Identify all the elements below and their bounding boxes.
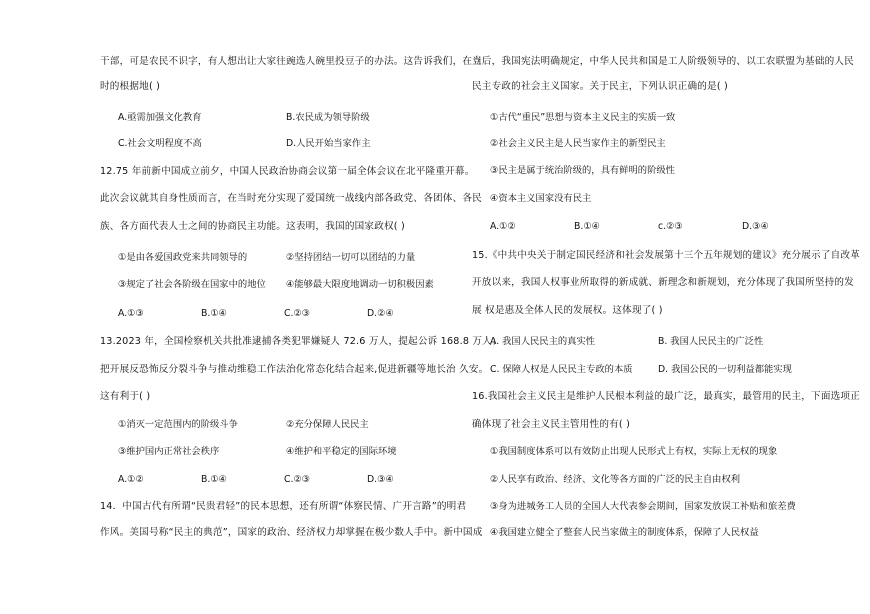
statement-item: ④维护和平稳定的国际环境 [286, 446, 397, 457]
question-12-line: 族、各方面代表人士之间的协商民主功能。这表明，我国的国家政权( ) [100, 221, 405, 232]
option-d[interactable]: D.③④ [742, 221, 769, 232]
option-a[interactable]: A.①② [118, 474, 144, 485]
option-row [118, 308, 458, 320]
statement-item: ①古代“重民”思想与资本主义民主的实质一致 [490, 112, 676, 123]
option-row [490, 221, 830, 233]
statement-row [118, 419, 458, 431]
statement-item: ③民主是属于统治阶级的，具有鲜明的阶级性 [490, 165, 675, 176]
option-a[interactable]: A.①③ [118, 308, 144, 319]
question-12-line: 此次会议就其自身性质而言，在当时充分实现了爱国统一战线内部各政党、各团体、各民 [100, 193, 482, 204]
statement-item: ①是由各爱国政党来共同领导的 [118, 252, 248, 263]
statement-item: ②社会主义民主是人民当家作主的新型民主 [490, 138, 666, 149]
statement-row [118, 446, 458, 458]
option-d[interactable]: D. 我国公民的一切利益都能实现 [658, 364, 792, 375]
question-16-line: 确体现了社会主义民主管用性的有( ) [472, 419, 631, 430]
statement-item: ②人民享有政治、经济、文化等各方面的广泛的民主自由权利 [490, 474, 741, 485]
option-row [118, 138, 458, 150]
text-line: 干部，可是农民不识字，有人想出让大家往豌选人碗里投豆子的办法。这告诉我们，在当 [100, 56, 482, 67]
question-15-line: 15.《中共中央关于制定国民经济和社会发展第十三个五年规划的建议》充分展示了自改革 [472, 250, 861, 261]
option-row [490, 364, 830, 376]
statement-item: ③身为进城务工人员的全国人大代表参会期间，国家发放误工补贴和旅差费 [490, 501, 796, 512]
option-row [118, 474, 458, 486]
statement-row [118, 252, 458, 264]
option-d[interactable]: D.②④ [367, 308, 394, 319]
question-14-line: 民主专政的社会主义国家。关于民主，下列认识正确的是( ) [472, 81, 728, 92]
question-15-line: 展 权是惠及全体人民的发展权。这体现了( ) [472, 305, 663, 316]
option-d[interactable]: D.③④ [367, 474, 394, 485]
question-13-line: 这有利于( ) [100, 391, 151, 402]
statement-item: ①消灭一定范围内的阶级斗争 [118, 419, 238, 430]
option-d[interactable]: D.人民开始当家作主 [286, 138, 371, 149]
question-13-line: 把开展反恐怖反分裂斗争与推动维稳工作法治化常态化结合起来,促进新疆等地长治 久安。 [100, 364, 489, 375]
option-b[interactable]: B.①④ [201, 308, 228, 319]
question-13-line: 13.2023 年，全国检察机关共批准逮捕各类犯罪嫌疑人 72.6 万人，提起公诉 168.8 万人； [100, 336, 502, 347]
text-line: 时的根据地( ) [100, 81, 161, 92]
statement-item: ③规定了社会各阶级在国家中的地位 [118, 279, 266, 290]
option-b[interactable]: B.①④ [574, 221, 601, 232]
option-row [118, 112, 458, 124]
statement-row [118, 279, 458, 291]
option-c[interactable]: c.②③ [658, 221, 683, 232]
option-b[interactable]: B.①④ [201, 474, 228, 485]
question-15-line: 开放以来，我国人权事业所取得的新成就、新理念和新规划，充分体现了我国所坚持的发 [472, 277, 854, 288]
option-c[interactable]: C.社会文明程度不高 [118, 138, 202, 149]
option-b[interactable]: B.农民成为领导阶级 [286, 112, 370, 123]
question-12-line: 12.75 年前新中国成立前夕，中国人民政治协商会议第一届全体会议在北平隆重开幕。 [100, 166, 475, 177]
statement-item: ④资本主义国家没有民主 [490, 193, 592, 204]
option-b[interactable]: B. 我国人民民主的广泛性 [658, 336, 764, 347]
statement-item: ③维护国内正常社会秩序 [118, 446, 220, 457]
option-a[interactable]: A. 我国人民民主的真实性 [490, 336, 596, 347]
option-c[interactable]: C. 保障人权是人民民主专政的本质 [490, 364, 633, 375]
option-a[interactable]: A.①② [490, 221, 516, 232]
statement-item: ②坚持团结一切可以团结的力量 [286, 252, 416, 263]
option-row [490, 336, 830, 348]
question-14-line: 立后，我国宪法明确规定，中华人民共和国是工人阶级领导的、以工农联盟为基础的人民 [472, 56, 854, 67]
question-14-line: 14．中国古代有所谓“民贵君轻”的民本思想，还有所谓“体察民情、广开言路”的明君 [100, 501, 467, 512]
statement-item: ④能够最大限度地调动一切积极因素 [286, 279, 434, 290]
statement-item: ④我国建立健全了整套人民当家做主的制度体系，保障了人民权益 [490, 527, 759, 538]
option-a[interactable]: A.亟需加强文化教育 [118, 112, 202, 123]
question-14-line: 作风。美国号称“民主的典范”，国家的政治、经济权力却掌握在极少数人手中。新中国成 [100, 527, 483, 538]
statement-item: ②充分保障人民民主 [286, 419, 369, 430]
question-16-line: 16.我国社会主义民主是维护人民根本利益的最广泛，最真实，最管用的民主，下面选项正 [472, 391, 861, 402]
option-c[interactable]: C.②③ [284, 474, 311, 485]
option-c[interactable]: C.②③ [284, 308, 311, 319]
statement-item: ①我国制度体系可以有效防止出现人民形式上有权，实际上无权的现象 [490, 446, 778, 457]
